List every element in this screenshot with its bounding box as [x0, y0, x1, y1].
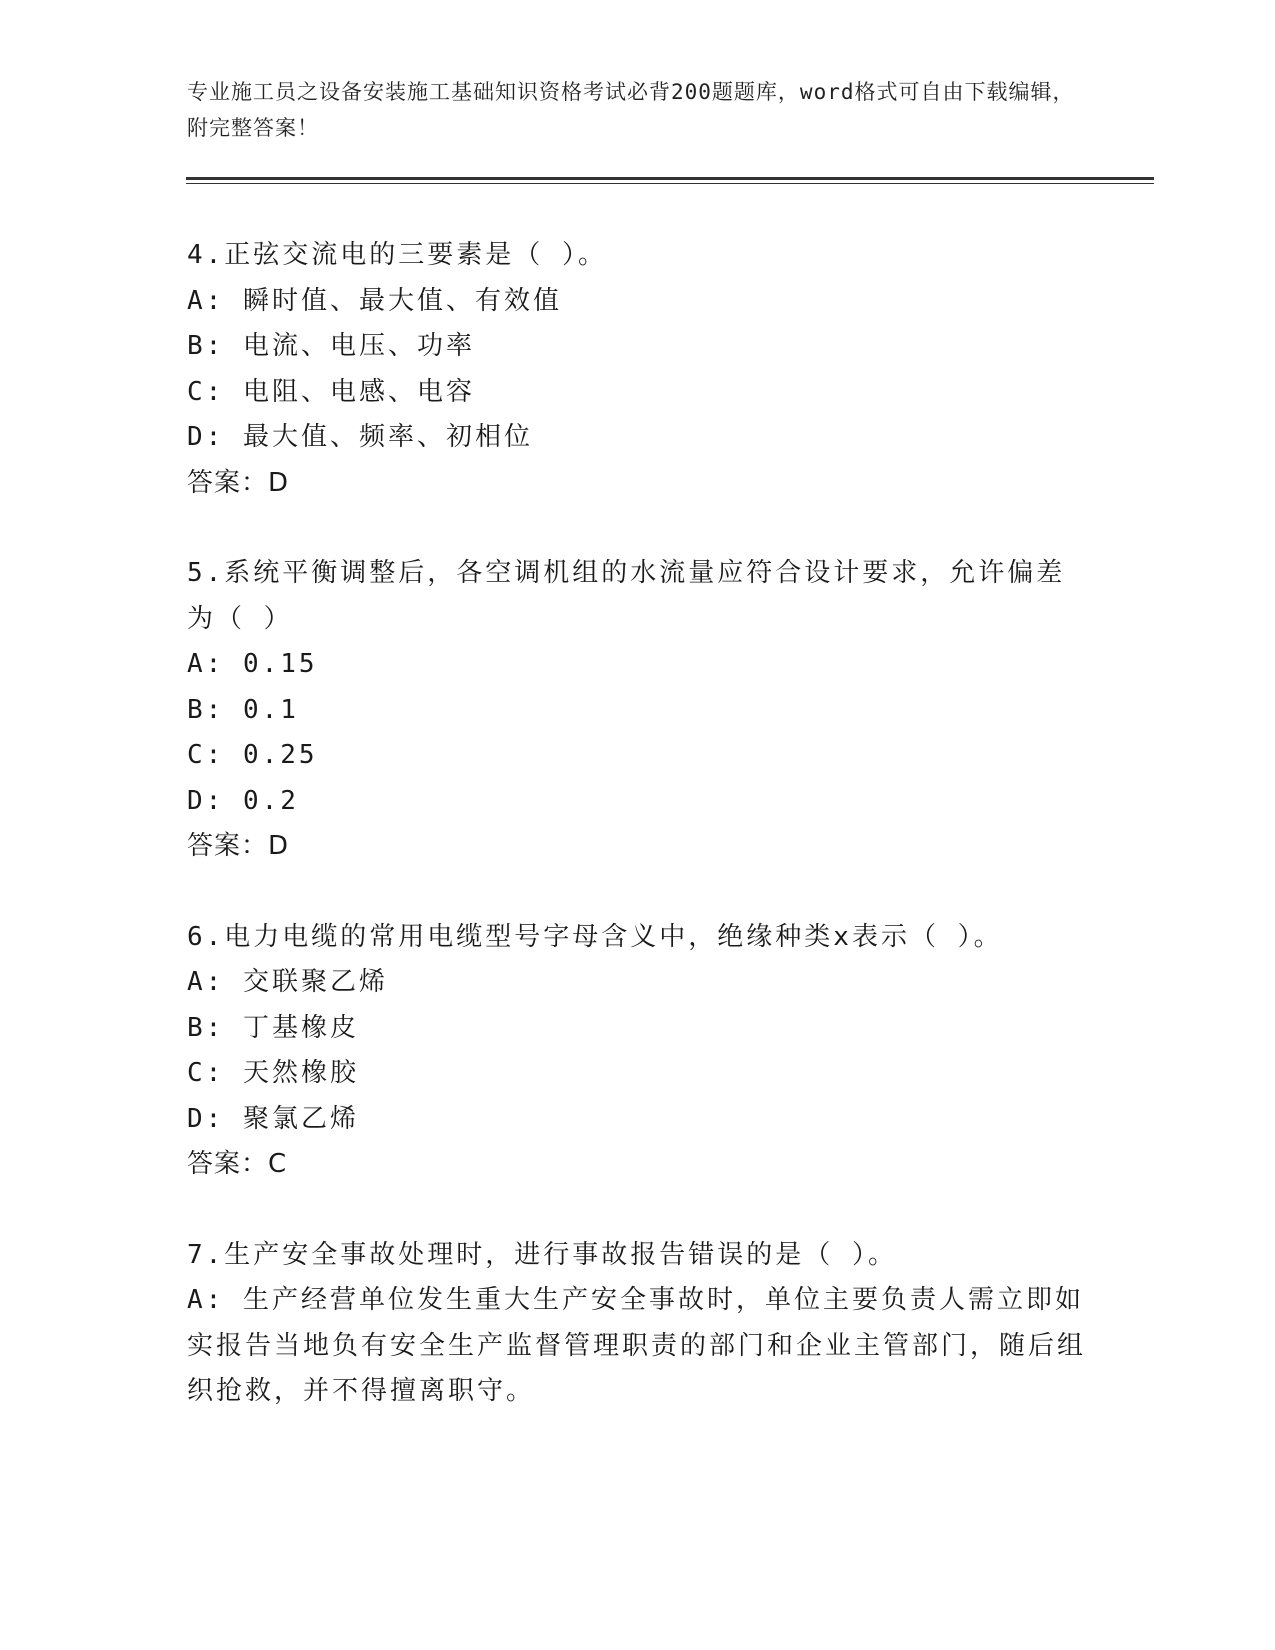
- option-d: D: 最大值、频率、初相位: [187, 422, 533, 452]
- option-b: B: 电流、电压、功率: [187, 331, 475, 361]
- question-list: [187, 233, 1087, 1460]
- header-divider-thin: [186, 183, 1154, 184]
- question-stem: 7.生产安全事故处理时，进行事故报告错误的是（ ）。: [187, 1239, 897, 1270]
- option-a: A: 0.15: [187, 649, 318, 679]
- document-header: 专业施工员之设备安装施工基础知识资格考试必背200题题库，word格式可自由下载编辑，附完整答案！: [187, 80, 1075, 140]
- option-a: A: 交联聚乙烯: [187, 967, 388, 997]
- option-a: A: 瞬时值、最大值、有效值: [187, 285, 562, 316]
- option-b: B: 0.1: [187, 694, 299, 725]
- answer-line: 答案：C: [187, 1149, 288, 1179]
- answer-line: 答案：D: [187, 831, 290, 861]
- header-divider-thick: [186, 177, 1154, 180]
- option-a: A: 生产经营单位发生重大生产安全事故时，单位主要负责人需立即如实报告当地负有安全生产监督管理职责的部门和企业主管部门，随后组织抢救，并不得擅离职守。: [187, 1285, 1087, 1406]
- question-stem: 5.系统平衡调整后，各空调机组的水流量应符合设计要求，允许偏差为（ ）: [187, 558, 1066, 634]
- option-c: C: 0.25: [187, 740, 318, 770]
- option-d: D: 0.2: [187, 785, 299, 816]
- option-c: C: 电阻、电感、电容: [187, 376, 475, 407]
- option-c: C: 天然橡胶: [187, 1058, 359, 1088]
- option-b: B: 丁基橡皮: [187, 1012, 359, 1043]
- option-d: D: 聚氯乙烯: [187, 1103, 359, 1134]
- question-6: [187, 915, 1087, 1188]
- question-stem: 6.电力电缆的常用电缆型号字母含义中，绝缘种类x表示（ ）。: [187, 921, 1003, 952]
- question-4: [187, 233, 1087, 506]
- answer-line: 答案：D: [187, 467, 290, 498]
- question-stem: 4.正弦交流电的三要素是（ ）。: [187, 240, 607, 270]
- question-7: [187, 1233, 1087, 1415]
- question-5: [187, 551, 1087, 870]
